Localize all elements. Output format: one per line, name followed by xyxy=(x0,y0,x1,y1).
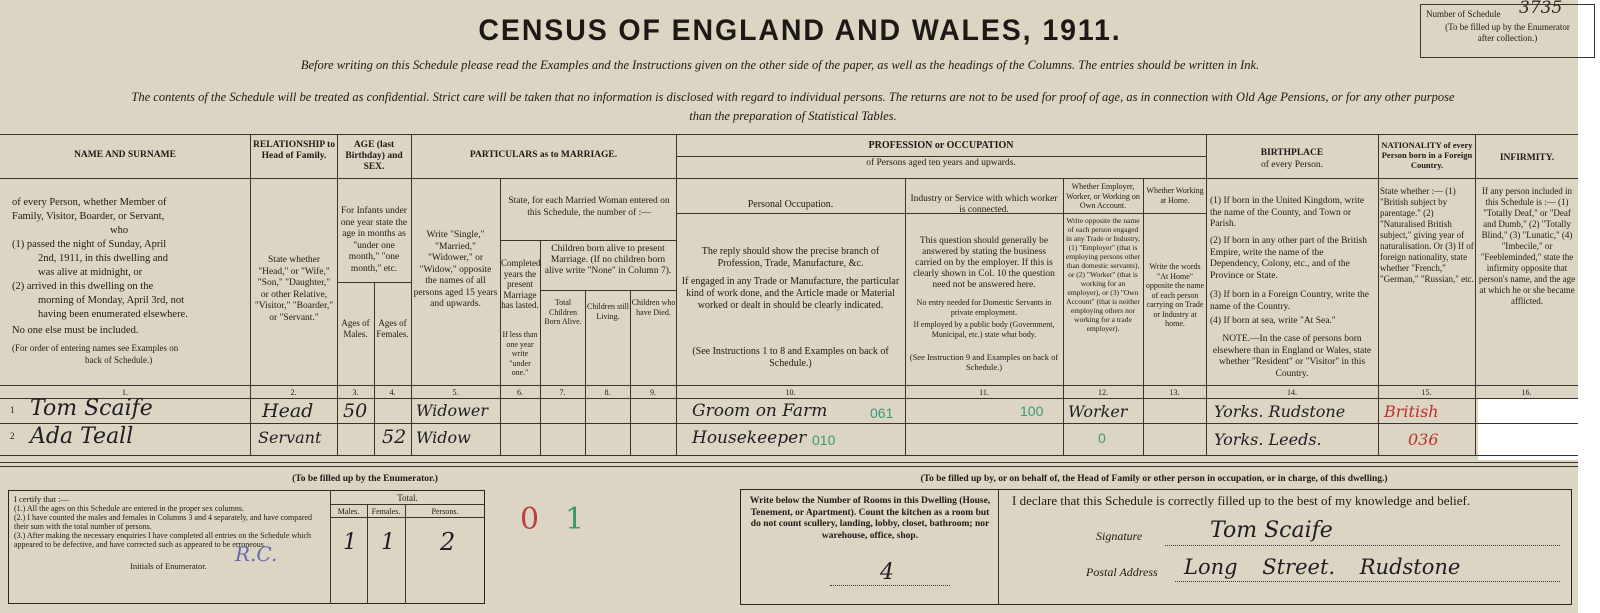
have-died-label: Children who have Died. xyxy=(631,298,676,317)
postal-address-value: Long Street. Rudstone xyxy=(1184,555,1461,579)
total-born-label: Total Children Born Alive. xyxy=(544,298,582,326)
industry-code: 0 xyxy=(1098,430,1106,446)
infirmity-desc: If any person included in this Schedule is :— (1) "Totally Deaf," or "Deaf and Dumb," (2) "Totally Blind," (3) "Lunatic," (4) "Imbecile," or "Feebleminded," state the infirmity opposite that person's name, and the age at which he or she became afflicted. xyxy=(1478,186,1576,306)
total-persons: 2 xyxy=(440,528,456,556)
header-marriage: PARTICULARS as to MARRIAGE. xyxy=(469,150,618,160)
certify-1: (1.) All the ages on this Schedule are entered in the proper sex columns. xyxy=(14,504,244,513)
person-name: Tom Scaife xyxy=(30,396,153,421)
header-relationship: RELATIONSHIP to Head of Family. xyxy=(253,140,335,161)
row-number: 1 xyxy=(10,405,15,415)
enumerator-code-a: 0 xyxy=(520,502,540,537)
industry-code: 100 xyxy=(1020,403,1044,419)
name-desc-9: having been enumerated elsewhere. xyxy=(38,309,188,320)
age-females-label: Ages of Females. xyxy=(376,318,409,339)
header-birthplace-sub: of every Person. xyxy=(1261,160,1323,170)
marriage-value: Widow xyxy=(416,428,471,447)
females-label: Females. xyxy=(371,507,401,516)
signature-label: Signature xyxy=(1096,529,1143,543)
occupation-code: 061 xyxy=(870,405,894,421)
persons-label: Persons. xyxy=(431,507,459,516)
page-title: CENSUS OF ENGLAND AND WALES, 1911. xyxy=(478,14,1122,47)
scan-edge xyxy=(1578,0,1600,613)
certify-label: I certify that :— xyxy=(14,494,69,504)
rooms-instruction: Write below the Number of Rooms in this Dwelling (House, Tenement, or Apartment). Count the kitchen as a room but do not count scullery, landing, lobby, closet, bathroom; nor warehouse, office, shop. xyxy=(749,496,991,541)
head-heading: (To be filled up by, or on behalf of, the Head of Family or other person in occupation, or in charge, of this dwelling.) xyxy=(920,474,1388,484)
personal-occupation-desc-2: If engaged in any Trade or Manufacture, the particular kind of work done, and the Article made or Material worked or dealt in should be clearly indicated. xyxy=(681,276,900,311)
schedule-number: 3735 xyxy=(1519,0,1563,18)
marriage-value: Widower xyxy=(416,401,488,420)
header-profession-sub: of Persons aged ten years and upwards. xyxy=(866,158,1016,168)
marriage-write-desc: Write "Single," "Married," "Widower," or "Widow," opposite the names of all persons aged 15 years and upwards. xyxy=(413,230,498,309)
birth-desc-3: (3) If born in a Foreign Country, write the name of the Country. xyxy=(1210,290,1369,312)
col-number: 7. xyxy=(559,388,566,397)
name-desc-2: Family, Visitor, Boarder, or Servant, xyxy=(12,211,165,222)
birth-note: NOTE.—In the case of persons born elsewhere than in England or Wales, state whether "Resident" or "Visitor" in this Country. xyxy=(1212,334,1372,379)
completed-note: If less than one year write "under one." xyxy=(502,330,538,377)
col-number: 9. xyxy=(650,388,656,397)
personal-occupation-label: Personal Occupation. xyxy=(747,199,834,210)
birthplace-value: Yorks. Leeds. xyxy=(1214,430,1322,449)
col-number: 4. xyxy=(389,388,396,397)
total-label: Total. xyxy=(397,493,418,503)
nationality-code: 036 xyxy=(1408,430,1439,449)
postal-address-label: Postal Address xyxy=(1086,565,1158,579)
schedule-number-box xyxy=(1420,0,1595,58)
col-number: 15. xyxy=(1421,388,1432,397)
enumerator-heading: (To be filled up by the Enumerator.) xyxy=(292,474,438,484)
children-born-desc: Children born alive to present Marriage. (If no children born alive write "None" in Column 7). xyxy=(544,244,672,276)
personal-occupation-desc-3: (See Instructions 1 to 8 and Examples on back of Schedule.) xyxy=(692,346,889,369)
col-number: 11. xyxy=(979,388,989,397)
age-male-value: 50 xyxy=(343,400,368,422)
nationality-desc: State whether :— (1) "British subject by parentage." (2) "Naturalised British subject," giving year of naturalisation. Or (3) If of foreign nationality, state whether "French," "German," "Russian," etc. xyxy=(1380,186,1474,284)
col-number: 14. xyxy=(1287,388,1297,397)
completed-years: Completed years the present Marriage has lasted. xyxy=(501,258,541,310)
schedule-label: Number of Schedule xyxy=(1426,9,1501,19)
employer-desc: Write opposite the name of each person engaged in any Trade or Industry, (1) "Employer" (that is employing persons other than domestic servants), or (2) "Worker" (that is working for an employer), or (3) "Own Account" (that is neither employing others nor working for a trade employer). xyxy=(1065,216,1141,333)
col-number: 5. xyxy=(452,388,459,397)
males-label: Males. xyxy=(337,507,360,516)
industry-desc-1: This question should generally be answered by stating the business carried on by the employer. If this is clearly shown in Col. 10 the question need not be answered here. xyxy=(913,236,1055,290)
row-number: 2 xyxy=(10,431,15,441)
employment-value: Worker xyxy=(1068,402,1128,421)
col-number: 8. xyxy=(604,388,611,397)
occupation-value: Housekeeper xyxy=(692,428,807,448)
at-home-desc: Write the words "At Home" opposite the name of each person carrying on Trade or Industry at home. xyxy=(1145,262,1205,328)
col-number: 16. xyxy=(1521,388,1532,397)
name-desc-7: (2) arrived in this dwelling on the xyxy=(12,281,154,292)
schedule-note-2: after collection.) xyxy=(1477,33,1538,43)
name-desc-11: (For order of entering names see Examples on xyxy=(12,343,179,353)
industry-label: Industry or Service with which worker is connected. xyxy=(910,194,1058,215)
name-desc-3: who xyxy=(110,225,129,236)
certify-3: (3.) After making the necessary enquiries I have completed all entries on the Schedule which appeared to be defective, and have corrected such as appeared to be erroneous. xyxy=(14,531,312,549)
instructions-line: Before writing on this Schedule please read the Examples and the Instructions given on the other side of the paper, as well as the headings of the Columns. The entries should be written in Ink. xyxy=(300,58,1260,72)
header-nationality: NATIONALITY of every Person born in a Foreign Country. xyxy=(1381,140,1473,170)
enumerator-initials: R.C. xyxy=(235,542,278,566)
birth-desc-2: (2) If born in any other part of the British Empire, write the name of the Dependency, Colony, etc., and of the Province or State. xyxy=(1210,236,1367,281)
col-number: 3. xyxy=(352,388,359,397)
col-number: 2. xyxy=(290,388,297,397)
total-males: 1 xyxy=(343,530,357,555)
name-desc-6: was alive at midnight, or xyxy=(38,267,143,278)
birth-desc-4: (4) If born at sea, write "At Sea." xyxy=(1210,316,1336,326)
birth-desc-1: (1) If born in the United Kingdom, write the name of the County, and Town or Parish. xyxy=(1210,196,1365,229)
name-desc-1: of every Person, whether Member of xyxy=(12,197,167,208)
occupation-value: Groom on Farm xyxy=(692,401,828,421)
signature-value: Tom Scaife xyxy=(1210,518,1333,543)
name-desc-5: 2nd, 1911, in this dwelling and xyxy=(38,253,168,264)
still-living-label: Children still Living. xyxy=(587,302,629,321)
at-home-label: Whether Working at Home. xyxy=(1146,186,1204,205)
col-number: 1. xyxy=(122,388,128,397)
relationship-desc: State whether "Head," or "Wife," "Son," "Daughter," or other Relative, "Visitor," "Boarder," or "Servant." xyxy=(254,255,334,323)
age-desc: For Infants under one year state the age in months as "under one month," "one month," etc. xyxy=(340,206,408,274)
certify-2: (2.) I have counted the males and females in Columns 3 and 4 separately, and have compared their sum with the total number of persons. xyxy=(14,513,313,531)
industry-desc-4: (See Instruction 9 and Examples on back of Schedule.) xyxy=(909,352,1059,372)
header-name: NAME AND SURNAME xyxy=(74,150,176,160)
relationship-value: Head xyxy=(262,400,314,422)
schedule-note-1: (To be filled up by the Enumerator xyxy=(1445,22,1570,32)
person-name: Ada Teall xyxy=(30,424,134,449)
scan-patch xyxy=(1478,398,1578,460)
married-woman-desc: State, for each Married Woman entered on this Schedule, the number of :— xyxy=(508,196,670,218)
name-desc-10: No one else must be included. xyxy=(12,325,139,336)
header-profession: PROFESSION or OCCUPATION xyxy=(868,140,1014,151)
col-number: 10. xyxy=(785,388,796,397)
relationship-value: Servant xyxy=(258,428,322,447)
declaration-text: I declare that this Schedule is correctly filled up to the best of my knowledge and belief. xyxy=(1012,493,1471,508)
col-number: 13. xyxy=(1169,388,1180,397)
header-infirmity: INFIRMITY. xyxy=(1499,153,1555,163)
col-number: 6. xyxy=(517,388,523,397)
enumerator-code-b: 1 xyxy=(565,502,585,537)
initials-label: Initials of Enumerator. xyxy=(130,561,207,571)
employer-label: Whether Employer, Worker, or Working on Own Account. xyxy=(1066,182,1140,210)
rooms-count: 4 xyxy=(880,560,894,585)
nationality-value: British xyxy=(1384,402,1439,421)
occupation-code: 010 xyxy=(812,432,836,448)
birthplace-value: Yorks. Rudstone xyxy=(1214,402,1346,421)
confidential-line-2: than the preparation of Statistical Tables. xyxy=(689,109,897,123)
name-desc-12: back of Schedule.) xyxy=(85,355,153,365)
age-female-value: 52 xyxy=(382,426,407,448)
confidential-line-1: The contents of the Schedule will be treated as confidential. Strict care will be taken that no information is disclosed with regard to individual persons. The returns are not to be used for proof of age, as in connection with Old Age Pensions, or for any other purpose xyxy=(131,90,1455,104)
header-age: AGE (last Birthday) and SEX. xyxy=(345,140,403,172)
personal-occupation-desc-1: The reply should show the precise branch of Profession, Trade, Manufacture, &c. xyxy=(701,246,880,269)
name-desc-4: (1) passed the night of Sunday, April xyxy=(12,239,167,250)
industry-desc-2: No entry needed for Domestic Servants in private employment. xyxy=(916,298,1052,317)
name-desc-8: morning of Monday, April 3rd, not xyxy=(38,295,185,306)
age-males-label: Ages of Males. xyxy=(341,318,370,339)
total-females: 1 xyxy=(381,530,395,555)
industry-desc-3: If employed by a public body (Government, Municipal, etc.) state what body. xyxy=(913,320,1055,339)
col-number: 12. xyxy=(1098,388,1108,397)
header-birthplace: BIRTHPLACE xyxy=(1260,148,1324,158)
